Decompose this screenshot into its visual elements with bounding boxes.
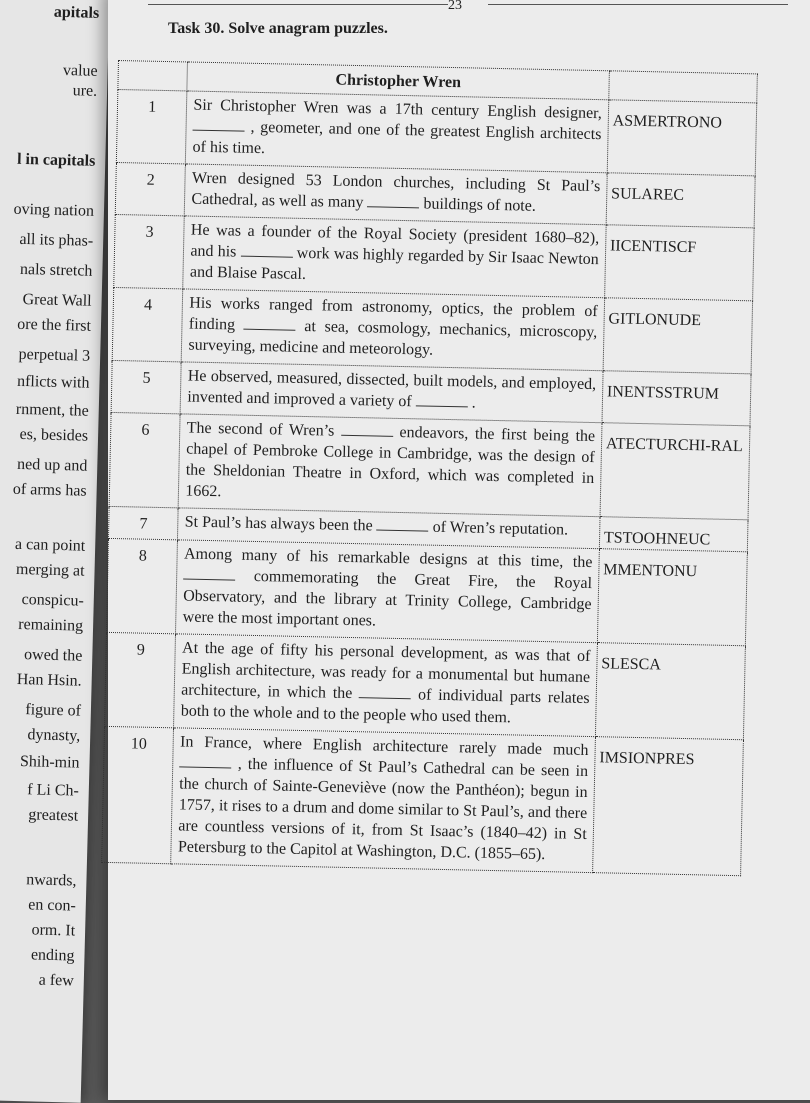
sentence-cell	[185, 164, 607, 225]
left-page-fragment: ure.	[72, 82, 98, 100]
row-number: 6	[109, 412, 180, 507]
answer-blank[interactable]	[193, 120, 245, 132]
left-page-fragment: owed the	[23, 646, 83, 665]
anagram-cell: TSTOOHNEUC	[599, 517, 748, 552]
sentence-after-blank: , the influence of St Paul’s Cathedral can be seen in the church of Sainte-Geneviève (now the Panthéon); begun in 1757, it rises to a drum and dome similar to St Paul’s, and there are countless versions of it, from St Isaac’s (1840–42) in St Petersburg to the Capitol at Washington, D.C. (1855–65).	[177, 755, 589, 864]
answer-blank[interactable]	[367, 196, 419, 208]
sentence-before-blank: He observed, measured, dissected, built models, and employed, invented and improved a variety of	[187, 367, 597, 411]
sentence-before-blank: Wren designed 53 London churches, including St Paul’s Cathedral, as well as many	[191, 169, 601, 212]
left-page-fragment: dynasty,	[27, 726, 81, 745]
row-number: 10	[102, 726, 174, 863]
sentence-before-blank: At the age of fifty his personal development, as was that of English architecture, was ready for a monumental but humane architecture, in which the	[181, 639, 591, 703]
anagram-cell: IMSIONPRES	[592, 737, 743, 876]
left-page-fragment: orm. It	[31, 921, 76, 940]
answer-blank[interactable]	[341, 425, 393, 437]
header-anagram-cell	[609, 71, 758, 103]
left-page-fragment: merging at	[15, 560, 85, 580]
left-page-fragment: all its phas-	[19, 230, 94, 250]
left-page-fragment: Great Wall	[22, 290, 92, 310]
header-rule-right	[488, 4, 788, 5]
left-page-fragment: Han Hsin.	[16, 670, 82, 690]
header-rule-left	[148, 4, 448, 5]
sentence-after-blank: buildings of note.	[423, 195, 537, 215]
answer-blank[interactable]	[416, 395, 468, 407]
row-number: 4	[112, 287, 183, 361]
sentence-cell	[179, 414, 602, 517]
left-page-fragment: perpetual 3	[18, 345, 91, 365]
row-number: 1	[116, 90, 187, 164]
left-page-fragment: rnment, the	[15, 400, 89, 420]
anagram-table-wrap	[101, 60, 798, 877]
table-row	[112, 287, 752, 373]
left-page-fragment: oving nation	[13, 200, 95, 220]
left-page-fragment: nals stretch	[19, 260, 93, 280]
sentence-before-blank: The second of Wren’s	[186, 419, 335, 440]
left-page-fragment: remaining	[18, 615, 84, 635]
row-number: 2	[115, 162, 185, 215]
anagram-cell: ATECTURCHI-RAL	[600, 423, 750, 520]
sentence-after-blank: of individual parts relates both to the whole and to the people who used them.	[180, 686, 590, 727]
sentence-after-blank: commemorating the Great Fire, the Royal Observatory, and the library at Trinity College, Cambridge were the most important ones.	[182, 567, 593, 630]
left-page-fragment: ending	[30, 946, 75, 965]
sentence-cell	[183, 216, 606, 298]
sentence-cell	[186, 91, 609, 173]
table-row	[116, 90, 756, 176]
row-number: 9	[105, 632, 176, 727]
anagram-cell: ASMERTRONO	[607, 100, 757, 176]
left-page-fragment: en con-	[28, 896, 77, 915]
left-page-fragment: nwards,	[26, 871, 77, 890]
left-page-fragment: a few	[38, 971, 75, 990]
sentence-after-blank: .	[471, 394, 476, 412]
answer-blank[interactable]	[359, 687, 411, 699]
left-page-fragment: a can point	[14, 535, 86, 555]
left-page-fragment: ned up and	[16, 455, 88, 475]
sentence-after-blank: of Wren’s reputation.	[432, 518, 569, 539]
anagram-table	[101, 60, 758, 876]
page-number: 23	[448, 0, 462, 13]
answer-blank[interactable]	[184, 568, 236, 580]
sentence-cell	[174, 634, 597, 737]
left-page-fragment: conspicu-	[21, 591, 84, 610]
sentence-before-blank: Among many of his remarkable designs at this time, the	[183, 545, 593, 572]
sentence-before-blank: Sir Christopher Wren was a 17th century English designer,	[193, 96, 603, 123]
left-page-fragment: apitals	[53, 3, 100, 22]
left-page	[0, 0, 110, 1103]
table-row	[114, 214, 754, 300]
left-page-fragment: figure of	[25, 701, 82, 720]
sentence-after-blank: at sea, cosmology, mechanics, microscopy, surveying, medicine and meteorology.	[188, 317, 598, 359]
row-number: 5	[111, 360, 181, 413]
table-row	[105, 632, 746, 739]
left-page-fragment: es, besides	[19, 425, 89, 445]
anagram-cell: INENTSSTRUM	[602, 371, 751, 426]
anagram-cell: GITLONUDE	[603, 298, 753, 374]
sentence-cell	[181, 362, 603, 423]
left-page-fragment: l in capitals	[16, 150, 96, 170]
row-number: 7	[108, 506, 178, 539]
left-page-fragment: of arms has	[12, 480, 87, 500]
left-page-fragment: Shih-min	[19, 753, 80, 772]
sentence-cell	[182, 289, 605, 371]
sentence-after-blank: endeavors, the first being the chapel of Pembroke College in Cambridge, was the design of the Sheldonian Theatre in Oxford, which was completed in 1662.	[185, 423, 596, 501]
anagram-cell: SULAREC	[606, 173, 755, 228]
answer-blank[interactable]	[180, 756, 232, 768]
answer-blank[interactable]	[240, 246, 292, 258]
left-page-fragment: greatest	[28, 806, 79, 825]
left-page-fragment: nflicts with	[16, 372, 90, 392]
sentence-before-blank: St Paul’s has always been the	[184, 513, 373, 535]
answer-blank[interactable]	[377, 520, 429, 532]
table-row	[109, 412, 750, 519]
sentence-before-blank: His works ranged from astronomy, optics, the problem of finding	[188, 294, 598, 334]
sentence-cell	[176, 540, 599, 643]
anagram-cell: MMENTONU	[597, 549, 747, 646]
table-row	[102, 726, 744, 875]
sentence-cell	[171, 728, 595, 873]
right-page	[108, 0, 810, 1100]
left-page-fragment: f Li Ch-	[27, 781, 80, 800]
anagram-cell: IICENTISCF	[604, 225, 754, 301]
task-title: Task 30. Solve anagram puzzles.	[168, 20, 388, 37]
answer-blank[interactable]	[244, 319, 296, 331]
anagram-cell: SLESCA	[595, 643, 745, 740]
header-num-cell	[118, 61, 188, 91]
left-page-fragment: ore the first	[17, 315, 92, 335]
sentence-after-blank: work was highly regarded by Sir Isaac Newton and Blaise Pascal.	[189, 244, 599, 283]
row-number: 3	[114, 214, 185, 288]
sentence-after-blank: , geometer, and one of the greatest English architects of his time.	[192, 118, 602, 158]
row-number: 8	[107, 538, 178, 633]
table-row	[107, 538, 748, 645]
left-page-fragment: value	[62, 61, 98, 80]
table-title: Christopher Wren	[187, 62, 609, 100]
sentence-before-blank: In France, where English architecture rarely made much	[179, 733, 589, 760]
sentence-before-blank: He was a founder of the Royal Society (president 1680–82), and his	[190, 221, 600, 261]
